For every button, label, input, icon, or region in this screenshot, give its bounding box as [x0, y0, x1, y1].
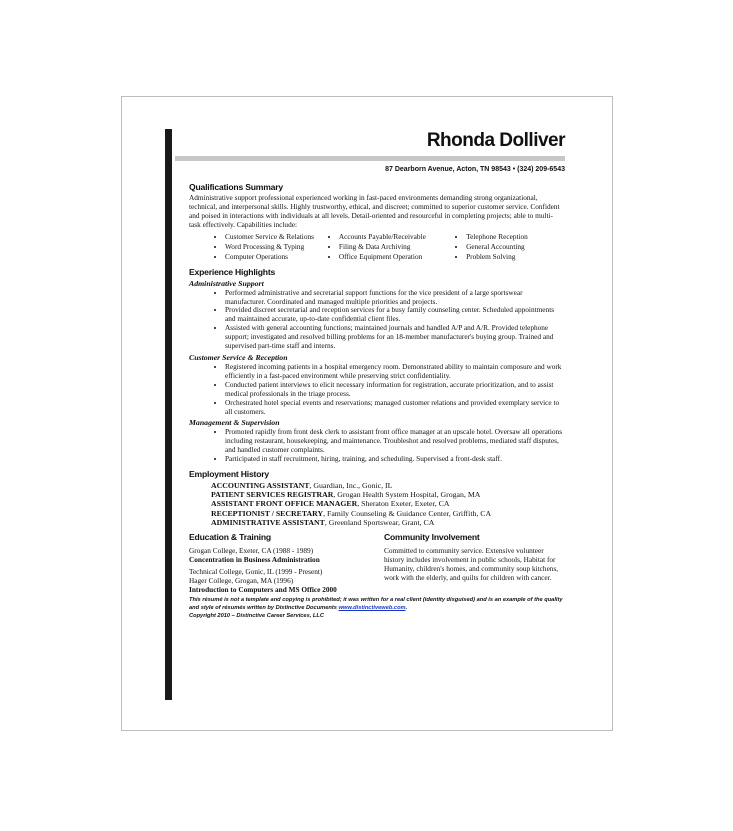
- employment-entry: [211, 481, 564, 490]
- capability-item: • Problem Solving: [466, 252, 564, 262]
- experience-subtitle: Administrative Support: [189, 278, 264, 288]
- capabilities-col-1: [209, 232, 323, 262]
- job-org: , Grogan Health System Hospital, Grogan, MA: [333, 490, 481, 500]
- job-org: , Sheraton Exeter, Exeter, CA: [357, 499, 450, 509]
- experience-bullet: • Registered incoming patients in a hospital emergency room. Demonstrated ability to maintain composure and work efficiently in a fast-paced environment while preserving strict confidentiality.: [225, 363, 564, 381]
- education-school: Grogan College, Exeter, CA (1988 - 1989): [189, 546, 314, 556]
- experience-bullets: [189, 428, 564, 464]
- two-column-section: [189, 532, 564, 595]
- contact-line: 87 Dearborn Avenue, Acton, TN 98543 • (324) 209-6543: [385, 166, 565, 173]
- job-role: ASSISTANT FRONT OFFICE MANAGER: [211, 499, 358, 509]
- experience-bullet: • Conducted patient interviews to elicit necessary information for registration, accurate prioritization, and to assist medical professionals in the triage process.: [225, 381, 564, 399]
- job-org: , Greenland Sportswear, Grant, CA: [324, 517, 435, 527]
- experience-bullet: • Orchestrated hotel special events and reservations; managed customer relations and provided exemplary service to all customers.: [225, 399, 564, 417]
- experience-subtitle: Management & Supervision: [189, 418, 280, 428]
- capability-item: • Computer Operations: [225, 252, 323, 262]
- community-column: [384, 532, 559, 595]
- employment-entry: [211, 499, 564, 508]
- footer-text-end: .: [405, 604, 408, 611]
- education-column: [189, 532, 384, 595]
- section-title-experience: Experience Highlights: [189, 266, 276, 277]
- capabilities-col-3: [450, 232, 564, 262]
- experience-bullet: • Performed administrative and secretarial support functions for the vice president of a large sportswear manufacturer. Coordinated and managed multiple priorities and projects.: [225, 289, 564, 307]
- section-title-qualifications: Qualifications Summary: [189, 182, 283, 192]
- employment-entry: [211, 490, 564, 499]
- experience-bullets: [189, 289, 564, 351]
- education-degree: Concentration in Business Administration: [189, 554, 320, 564]
- experience-bullet: • Provided discreet secretarial and reception services for a busy family counseling center. Scheduled appointments and maintained accurate, up-to-date confidential client files.: [225, 306, 564, 324]
- capability-item: • Office Equipment Operation: [339, 252, 450, 262]
- candidate-name: Rhonda Dolliver: [426, 130, 565, 151]
- capability-item: • General Accounting: [466, 242, 564, 252]
- employment-entry: [211, 509, 564, 518]
- education-school: Technical College, Gonic, IL (1999 - Present): [189, 566, 323, 576]
- resume-content: [189, 182, 564, 620]
- job-role: ADMINISTRATIVE ASSISTANT: [211, 517, 325, 527]
- education-course: Introduction to Computers and MS Office 2000: [189, 584, 337, 594]
- qualifications-summary: Administrative support professional experienced working in fast-paced environments demanding strong organizational, technical, and interpersonal skills. Highly trustworthy, ethical, and discreet; committed to superior customer service. Confident and poised in interactions with individuals at all levels. Detail-oriented and resourceful in completing projects; able to multi-task effectively. Capabilities include:: [189, 193, 560, 229]
- capability-item: • Filing & Data Archiving: [339, 242, 450, 252]
- footer-disclaimer: [189, 596, 564, 620]
- footer-copyright: Copyright 2010 – Distinctive Career Services, LLC: [189, 612, 324, 619]
- employment-list: [211, 481, 564, 527]
- community-text: Committed to community service. Extensive volunteer history includes involvement in public schools, Habitat for Humanity, children's homes, and community soup kitchens, work with the elderly, and quilts for children with cancer.: [384, 546, 559, 582]
- education-school: Hager College, Grogan, MA (1996): [189, 575, 294, 585]
- job-role: RECEPTIONIST / SECRETARY: [211, 508, 324, 518]
- capability-item: • Word Processing & Typing: [225, 242, 323, 252]
- section-title-employment: Employment History: [189, 469, 269, 480]
- capabilities-col-2: [323, 232, 450, 262]
- footer-link[interactable]: www.distinctiveweb.com: [338, 604, 406, 611]
- capability-item: • Accounts Payable/Receivable: [339, 232, 450, 242]
- capabilities-list: [209, 232, 564, 262]
- footer-text: This résumé is not a template and copying is prohibited; it was written for a real client (identity disguised) and is an example of the quality and style of résumés written by Distinctive Documents: [189, 596, 563, 611]
- header-rule: [175, 156, 565, 161]
- experience-subtitle: Customer Service & Reception: [189, 352, 288, 362]
- job-role: ACCOUNTING ASSISTANT: [211, 481, 310, 491]
- experience-bullet: • Promoted rapidly from front desk clerk to assistant front office manager at an upscale hotel. Oversaw all operations including restaurant, housekeeping, and maintenance. Troubleshot and resolved problems, mediated staff disputes, and handled customer complaints.: [225, 428, 564, 455]
- left-accent-bar: [165, 129, 172, 700]
- job-org: , Guardian, Inc., Gonic, IL: [309, 481, 393, 491]
- job-role: PATIENT SERVICES REGISTRAR: [211, 490, 334, 500]
- section-title-education: Education & Training: [189, 532, 271, 543]
- capability-item: • Customer Service & Relations: [225, 232, 323, 242]
- experience-bullet: • Assisted with general accounting functions; maintained journals and handled A/P and A/R. Provided telephone support; investigated and resolved billing problems for an 18-member manufacturer's buying group. Trained and supervised part-time staff and interns.: [225, 324, 564, 351]
- experience-bullets: [189, 363, 564, 416]
- experience-bullet: • Participated in staff recruitment, hiring, training, and scheduling. Supervised a front-desk staff.: [225, 455, 564, 464]
- section-title-community: Community Involvement: [384, 532, 480, 543]
- job-org: , Family Counseling & Guidance Center, Griffith, CA: [323, 508, 492, 518]
- employment-entry: [211, 518, 564, 527]
- capability-item: • Telephone Reception: [466, 232, 564, 242]
